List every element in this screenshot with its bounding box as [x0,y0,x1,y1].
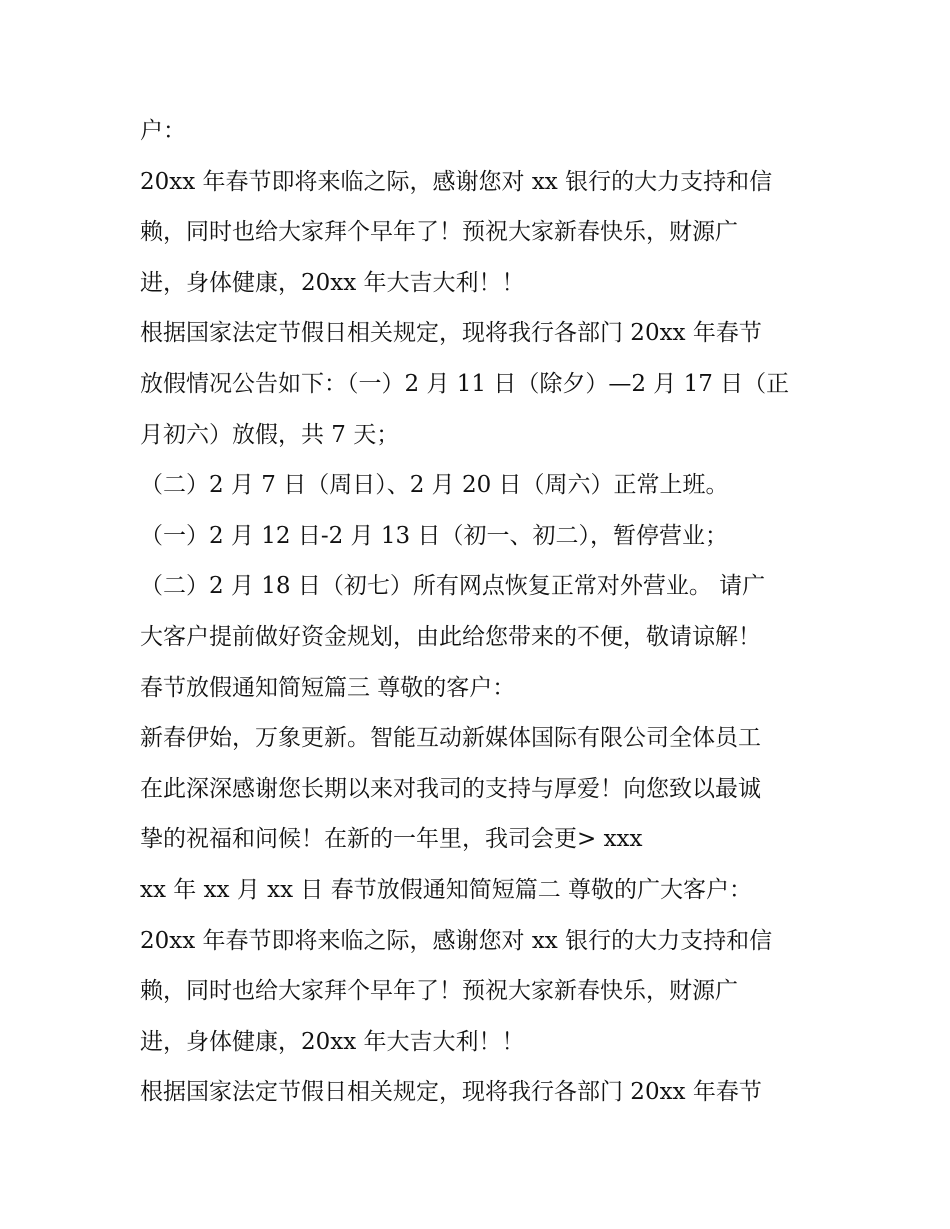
text-line: 挚的祝福和问候！在新的一年里，我司会更> xxx [140,826,643,853]
text-line: 进，身体健康，20xx 年大吉大利！！ [140,269,525,296]
text-line: 赖，同时也给大家拜个早年了！预祝大家新春快乐，财源广 [140,219,738,246]
text-line: （二）2 月 18 日（初七）所有网点恢复正常对外营业。 请广 [140,573,766,600]
text-line: （一）2 月 12 日-2 月 13 日（初一、初二），暂停营业； [140,522,728,549]
text-line: 赖，同时也给大家拜个早年了！预祝大家新春快乐，财源广 [140,978,738,1005]
text-line: 20xx 年春节即将来临之际，感谢您对 xx 银行的大力支持和信 [140,168,773,195]
document-body [140,106,830,1118]
text-line: 户： [140,118,186,144]
section-heading-line: 春节放假通知简短篇三 尊敬的客户： [140,674,516,701]
text-line: 月初六）放假，共 7 天； [140,421,400,448]
section-heading-line: xx 年 xx 月 xx 日 春节放假通知简短篇二 尊敬的广大客户： [140,876,753,903]
text-line: 进，身体健康，20xx 年大吉大利！！ [140,1028,525,1055]
text-line: 放假情况公告如下：（一）2 月 11 日（除夕）—2 月 17 日（正 [140,370,790,397]
text-line: 新春伊始，万象更新。智能互动新媒体国际有限公司全体员工 [140,725,761,752]
text-line: 大客户提前做好资金规划，由此给您带来的不便，敬请谅解！ [140,623,761,650]
text-line: 根据国家法定节假日相关规定，现将我行各部门 20xx 年春节 [140,320,762,347]
text-line: 根据国家法定节假日相关规定，现将我行各部门 20xx 年春节 [140,1079,762,1106]
text-line: 20xx 年春节即将来临之际，感谢您对 xx 银行的大力支持和信 [140,927,773,954]
text-line: （二）2 月 7 日（周日）、2 月 20 日（周六）正常上班。 [140,472,729,499]
text-line: 在此深深感谢您长期以来对我司的支持与厚爱！向您致以最诚 [140,775,761,802]
